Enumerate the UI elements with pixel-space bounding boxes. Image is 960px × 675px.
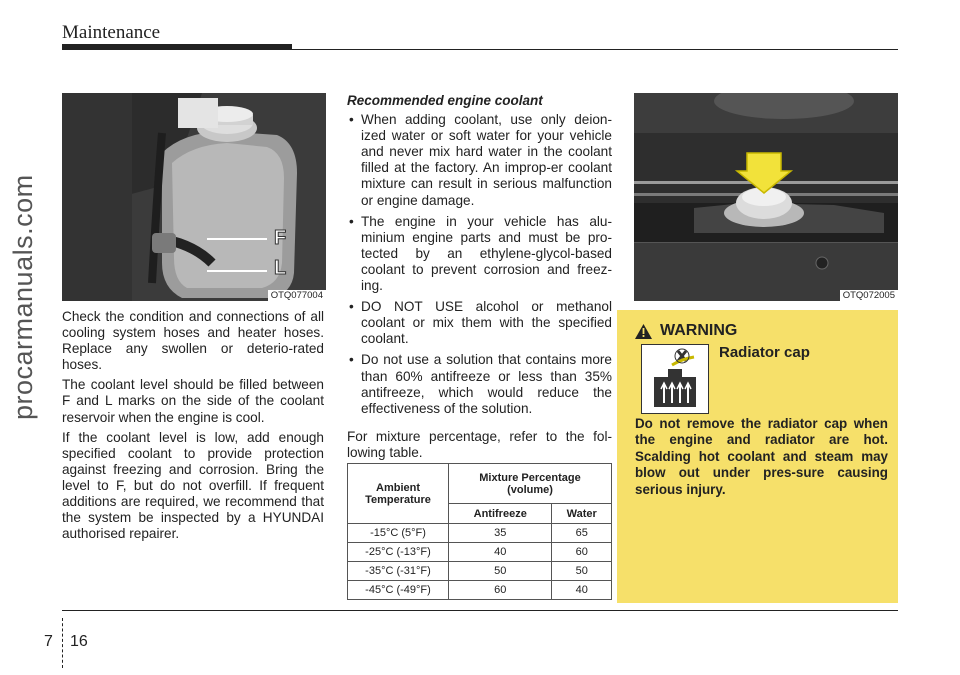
table-cell: -45°C (-49°F) [348,581,449,600]
table-header: Water [552,504,612,524]
table-header: Mixture Percentage (volume) [449,464,612,504]
warning-text: Do not remove the radiator cap when the engine and radiator are hot. Scalding hot coolant and steam may blow out under pres-sure causing serious injury. [635,416,888,497]
reservoir-illustration [62,93,326,301]
section-title: Maintenance [62,22,161,43]
warning-heading: WARNING [660,322,738,339]
left-column-text [62,309,324,546]
table-header: Ambient Temperature [348,464,449,524]
table-cell: -15°C (5°F) [348,524,449,543]
chapter-number: 7 [44,633,53,650]
list-item: • Do not use a solution that contains more than 60% antifreeze or less than 35% antifreeze, which would reduce the effectiveness of the solution. [347,352,612,416]
low-mark-label: L [274,257,287,279]
side-watermark: procarmanuals.com [8,174,38,420]
full-mark-label: F [274,227,287,249]
subsection-title: Recommended engine coolant [347,93,543,108]
footer-divider [62,618,63,668]
paragraph: Check the condition and connections of all cooling system hoses and heater hoses. Replace any swollen or deterio-rated hoses. [62,309,324,373]
mixture-table [347,463,612,600]
table-cell: 60 [449,581,552,600]
page-number: 16 [70,633,88,650]
table-cell: -35°C (-31°F) [348,562,449,581]
paragraph: For mixture percentage, refer to the fol-lowing table. [347,428,612,460]
table-header: Antifreeze [449,504,552,524]
radiator-illustration [634,93,898,301]
table-row [348,543,612,562]
warning-triangle-icon [635,324,652,339]
table-cell: 60 [552,543,612,562]
radiator-warning-icon [641,344,709,414]
table-cell: 50 [552,562,612,581]
table-cell: 40 [449,543,552,562]
list-item: • The engine in your vehicle has alu-minium engine parts and must be pro-tected by an ethylene-glycol-based coolant to prevent corrosion and freez-ing. [347,214,612,294]
list-item: • DO NOT USE alcohol or methanol coolant or mix them with the specified coolant. [347,299,612,347]
footer-rule [62,610,898,611]
radiator-cap-photo [634,93,898,301]
table-row [348,562,612,581]
header-rule [62,49,898,50]
warning-box [617,310,898,603]
table-cell: -25°C (-13°F) [348,543,449,562]
coolant-bullet-list [347,112,612,417]
table-cell: 65 [552,524,612,543]
coolant-reservoir-photo [62,93,326,301]
paragraph: The coolant level should be filled between F and L marks on the side of the coolant reservoir when the engine is cool. [62,377,324,425]
table-row [348,524,612,543]
table-cell: 50 [449,562,552,581]
middle-column-text [347,93,612,465]
warning-header [635,322,737,340]
paragraph: If the coolant level is low, add enough specified coolant to provide protection against freezing and corrosion. Bring the level to F, but do not overfill. If frequent additions are required, we recommend that the system be inspected by a HYUNDAI authorised repairer. [62,429,324,542]
photo-caption: OTQ077004 [268,290,326,301]
warning-subtitle: Radiator cap [719,344,810,361]
table-cell: 40 [552,581,612,600]
table-row [348,581,612,600]
table-cell: 35 [449,524,552,543]
list-item: • When adding coolant, use only deion-ized water or soft water for your vehicle and never mix hard water in the coolant filled at the factory. An improp-er coolant mixture can result in serious malfunction or engine damage. [347,112,612,209]
photo-caption: OTQ072005 [840,290,898,301]
